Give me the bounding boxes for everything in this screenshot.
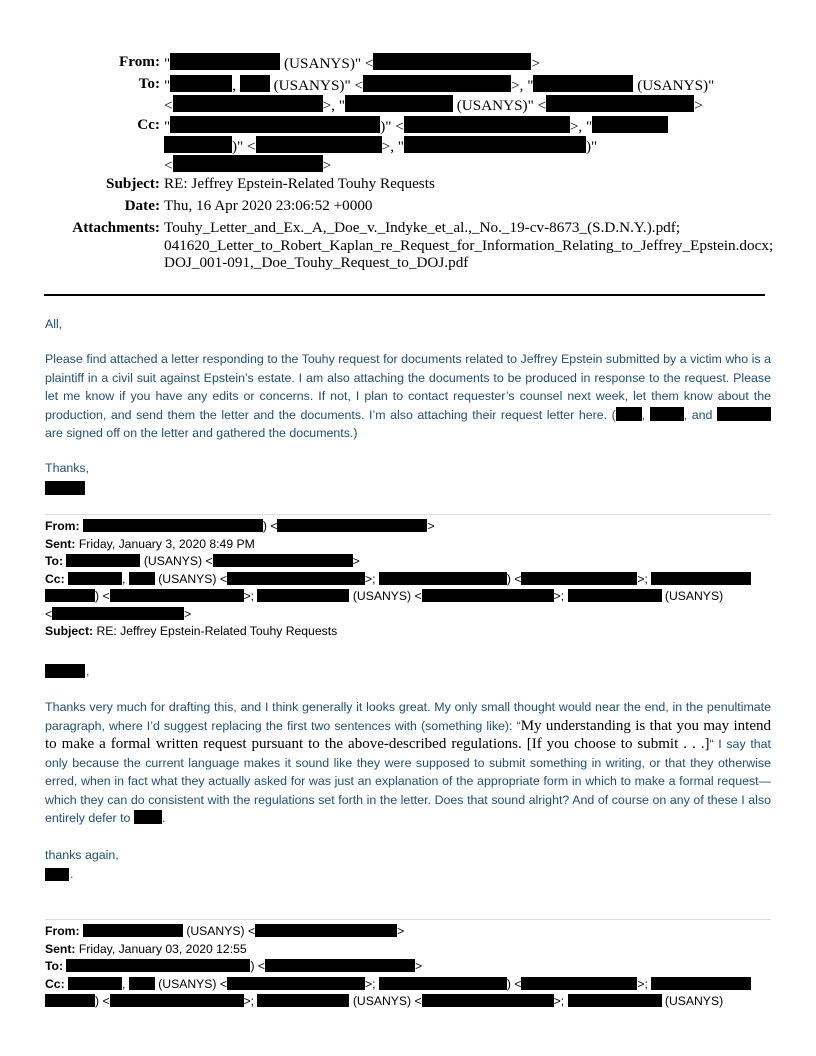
redaction-block bbox=[546, 95, 694, 112]
header-subject bbox=[40, 175, 780, 193]
redaction-block bbox=[257, 994, 349, 1007]
redaction-block bbox=[227, 977, 365, 990]
message-body-paragraph-2: Thanks very much for drafting this, and I think generally it looks great. My only small thought would near the end, in the penultimate paragraph, where I’d suggest replacing the first two sentences with (something like): “My understanding is that you may intend to make a formal written request pursuant to the above-described regulations. [If you choose to submit . . .]“ I say that only because the current language makes it sound like they were supposed to submit something in writing, or that they otherwise erred, when in fact what they actually asked for was just an explanation of the appropriate form in which to make a formal request—which they can do consistent with the regulations set forth in the letter. Does that sound alright? And of course on any of these I also entirely defer to . bbox=[45, 700, 772, 825]
fwd3-sent-line: Sent: Friday, January 03, 2020 12:55 bbox=[45, 941, 247, 956]
subject-label: Subject: bbox=[106, 175, 160, 192]
forwarded-header bbox=[45, 518, 771, 641]
header-from: From: " (USANYS)" < > bbox=[40, 53, 780, 71]
redaction-block bbox=[68, 572, 122, 585]
redaction-block bbox=[170, 53, 280, 70]
redaction-block bbox=[255, 924, 397, 937]
to-label: To: bbox=[138, 75, 160, 92]
redaction-block bbox=[170, 75, 232, 92]
message-separator bbox=[45, 514, 771, 515]
redaction-block bbox=[717, 407, 771, 421]
redaction-block bbox=[345, 95, 453, 112]
message-separator bbox=[45, 919, 771, 920]
redaction-block bbox=[129, 572, 155, 585]
redaction-block bbox=[277, 519, 427, 532]
redaction-block bbox=[650, 407, 684, 421]
redaction-block bbox=[568, 589, 662, 602]
fwd-cc-line-2: ) < >; (USANYS) < >; (USANYS) bbox=[45, 588, 771, 606]
fwd3-to-line: To: ) < > bbox=[45, 959, 423, 973]
redaction-block bbox=[110, 589, 244, 602]
from-label: From: bbox=[118, 53, 160, 70]
closing-2: thanks again, bbox=[45, 848, 119, 862]
redaction-block bbox=[256, 136, 382, 153]
message-body-paragraph: Please find attached a letter responding to the Touhy request for documents related to Jeffrey Epstein submitted by a victim who is a plaintiff in a civil suit against Epstein’s estate. I am also attaching the documents to be produced in response to the request. Please let me know if you have any edits or concerns. If not, I plan to contact requester’s counsel next week, let them know about the production, and send them the letter and the documents. I’m also attaching their request letter here. ( , , and are signed off on the letter and gathered the documents.) bbox=[45, 352, 771, 440]
header-to: To: " , (USANYS)" < >, " (USANYS)" < >, " (USANYS)" < > bbox=[40, 75, 780, 111]
salutation-redaction bbox=[45, 664, 85, 678]
fwd-cc-line-3: < > bbox=[45, 606, 192, 621]
cc-label: Cc: bbox=[137, 116, 160, 133]
redaction-block bbox=[66, 554, 140, 567]
forwarded-header-3 bbox=[45, 923, 771, 1011]
redaction-block bbox=[66, 959, 250, 972]
redaction-block bbox=[373, 53, 531, 70]
redaction-block bbox=[83, 924, 183, 937]
redaction-block bbox=[422, 589, 554, 602]
header-date bbox=[40, 197, 780, 215]
fwd-sent-line: Sent: Friday, January 3, 2020 8:49 PM bbox=[45, 536, 255, 551]
attachment-line-2[interactable]: 041620_Letter_to_Robert_Kaplan_re_Request_for_Information_Relating_to_Jeffrey_Epstein.docx; DOJ_001-091,_Doe_Touhy_Request_to_DOJ.pdf bbox=[164, 236, 774, 271]
redaction-block bbox=[52, 607, 184, 620]
greeting: All, bbox=[45, 317, 63, 331]
redaction-block bbox=[651, 977, 751, 990]
org-tag: (USANYS) bbox=[284, 55, 355, 72]
header-divider bbox=[44, 294, 765, 296]
signature-redaction bbox=[45, 481, 85, 495]
redaction-block bbox=[533, 75, 633, 92]
fwd-cc-line: Cc: , (USANYS) < >; ) < >; bbox=[45, 571, 771, 589]
redaction-block bbox=[173, 155, 323, 172]
redaction-block bbox=[404, 136, 586, 153]
subject-text: RE: Jeffrey Epstein-Related Touhy Requests bbox=[164, 175, 435, 192]
header-attachments bbox=[40, 219, 780, 273]
fwd-subject-line: Subject: RE: Jeffrey Epstein-Related Touhy Requests bbox=[45, 624, 338, 638]
closing: Thanks, bbox=[45, 461, 90, 475]
date-text: Thu, 16 Apr 2020 23:06:52 +0000 bbox=[164, 197, 373, 214]
redaction-block bbox=[422, 994, 554, 1007]
redaction-block bbox=[83, 519, 263, 532]
redaction-block bbox=[257, 589, 349, 602]
redaction-block bbox=[173, 95, 323, 112]
attachments-text bbox=[164, 219, 774, 272]
redaction-block bbox=[568, 994, 662, 1007]
redaction-block bbox=[265, 959, 415, 972]
redaction-block bbox=[110, 994, 244, 1007]
redaction-block bbox=[592, 116, 668, 133]
header-cc: Cc: " )" < >, " )" < >, " )" < > bbox=[40, 116, 780, 170]
redaction-block bbox=[240, 75, 270, 92]
redaction-block bbox=[129, 977, 155, 990]
redaction-block bbox=[68, 977, 122, 990]
redaction-block bbox=[45, 589, 95, 602]
fwd-to-line: To: (USANYS) < > bbox=[45, 554, 360, 568]
fwd3-cc-line: Cc: , (USANYS) < >; ) < >; bbox=[45, 976, 771, 994]
redaction-block bbox=[521, 572, 637, 585]
redaction-block bbox=[616, 407, 642, 421]
date-label: Date: bbox=[124, 197, 160, 214]
redaction-block bbox=[170, 116, 380, 133]
redaction-block bbox=[379, 977, 507, 990]
redaction-block bbox=[521, 977, 637, 990]
redaction-block bbox=[363, 75, 511, 92]
redaction-block bbox=[134, 810, 162, 824]
fwd-from-line: From: ) < > bbox=[45, 519, 435, 533]
redaction-block bbox=[45, 994, 95, 1007]
redaction-block bbox=[651, 572, 751, 585]
attachments-label: Attachments: bbox=[72, 219, 160, 236]
fwd3-from-line: From: (USANYS) < > bbox=[45, 924, 405, 938]
redaction-block bbox=[164, 136, 232, 153]
redaction-block bbox=[379, 572, 507, 585]
signature-redaction bbox=[45, 868, 69, 881]
attachment-line-1[interactable]: Touhy_Letter_and_Ex._A,_Doe_v._Indyke_et_al.,_No._19-cv-8673_(S.D.N.Y.).pdf; bbox=[164, 219, 681, 236]
redaction-block bbox=[227, 572, 365, 585]
redaction-block bbox=[404, 116, 570, 133]
fwd3-cc-line-2: ) < >; (USANYS) < >; (USANYS) bbox=[45, 993, 771, 1011]
redaction-block bbox=[213, 554, 353, 567]
